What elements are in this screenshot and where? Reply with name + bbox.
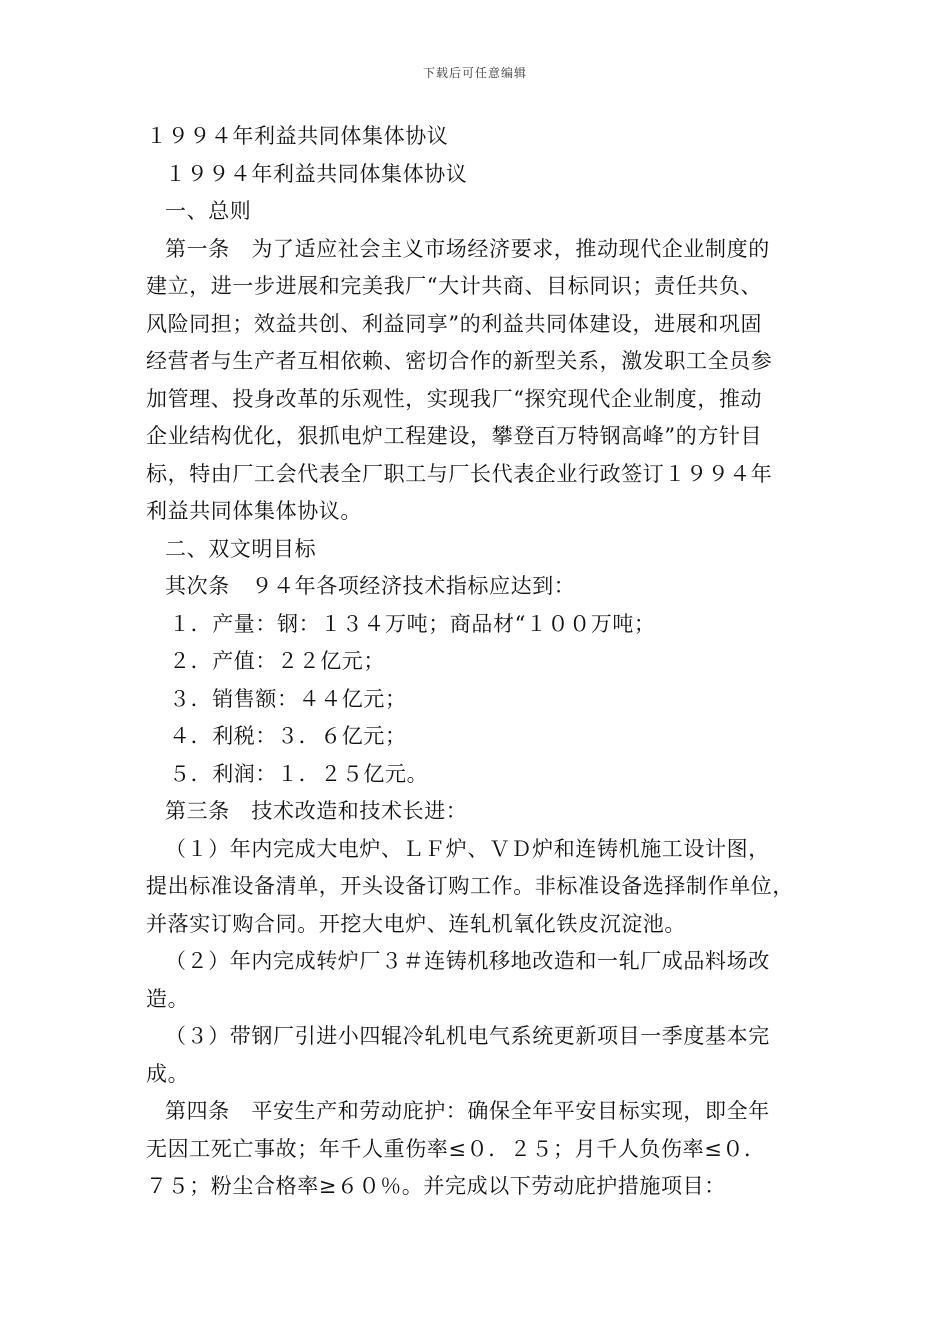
document-subtitle: １９９４年利益共同体集体协议 [165,161,468,186]
section-heading-general: 一、总则 [165,199,252,223]
paragraph-line: 成。 [146,1061,190,1086]
paragraph-line: 造。 [146,986,190,1011]
paragraph-line: 第一条 为了适应社会主义市场经济要求，推动现代企业制度的 [165,236,770,261]
paragraph-line: 利益共同体集体协议。 [146,499,362,523]
paragraph-line: （１）年内完成大电炉、ＬＦ炉、ＶＤ炉和连铸机施工设计图， [165,836,770,861]
section-heading-targets: 二、双文明目标 [165,536,317,561]
document-title: １９９４年利益共同体集体协议 [146,124,449,148]
paragraph-line: 企业结构优化，狠抓电炉工程建设，攀登百万特钢高峰”的方针目 [146,424,763,448]
list-item: ２．产值：２２亿元； [169,649,385,673]
paragraph-line: 第三条 技术改造和技术长进： [165,799,468,823]
list-item: ５．利润：１．２５亿元。 [169,761,429,786]
page-header-note: 下载后可任意编辑 [422,66,527,80]
paragraph-line: 提出标准设备清单，开头设备订购工作。非标准设备选择制作单位， [146,874,794,898]
paragraph-line: 标，特由厂工会代表全厂职工与厂长代表企业行政签订１９９４年 [146,461,773,486]
paragraph-line: 第四条 平安生产和劳动庇护：确保全年平安目标实现，即全年 [165,1099,770,1123]
paragraph-line: ７５；粉尘合格率≥６０％。并完成以下劳动庇护措施项目： [146,1174,726,1198]
list-item: ３．销售额：４４亿元； [169,686,407,711]
list-item: ４．利税：３．６亿元； [169,724,407,748]
paragraph-line: 加管理、投身改革的乐观性，实现我厂“探究现代企业制度，推动 [146,386,763,411]
paragraph-line: （２）年内完成转炉厂３＃连铸机移地改造和一轧厂成品料场改 [165,949,770,973]
paragraph-line: 其次条 ９４年各项经济技术指标应达到： [165,574,576,598]
paragraph-line: 无因工死亡事故；年千人重伤率≤０．２５；月千人负伤率≤０． [146,1136,766,1161]
paragraph-line: 建立，进一步进展和完美我厂“大计共商、目标同识；责任共负、 [146,274,763,298]
paragraph-line: 并落实订购合同。开挖大电炉、连轧机氧化铁皮沉淀池。 [146,911,686,936]
paragraph-line: 风险同担；效益共创、利益同享”的利益共同体建设，进展和巩固 [146,311,763,336]
document-body [146,118,814,1206]
paragraph-line: 经营者与生产者互相依赖、密切合作的新型关系，激发职工全员参 [146,349,773,373]
list-item: １．产量：钢：１３４万吨；商品材“１００万吨； [169,611,656,636]
paragraph-line: （３）带钢厂引进小四辊冷轧机电气系统更新项目一季度基本完 [165,1024,770,1048]
